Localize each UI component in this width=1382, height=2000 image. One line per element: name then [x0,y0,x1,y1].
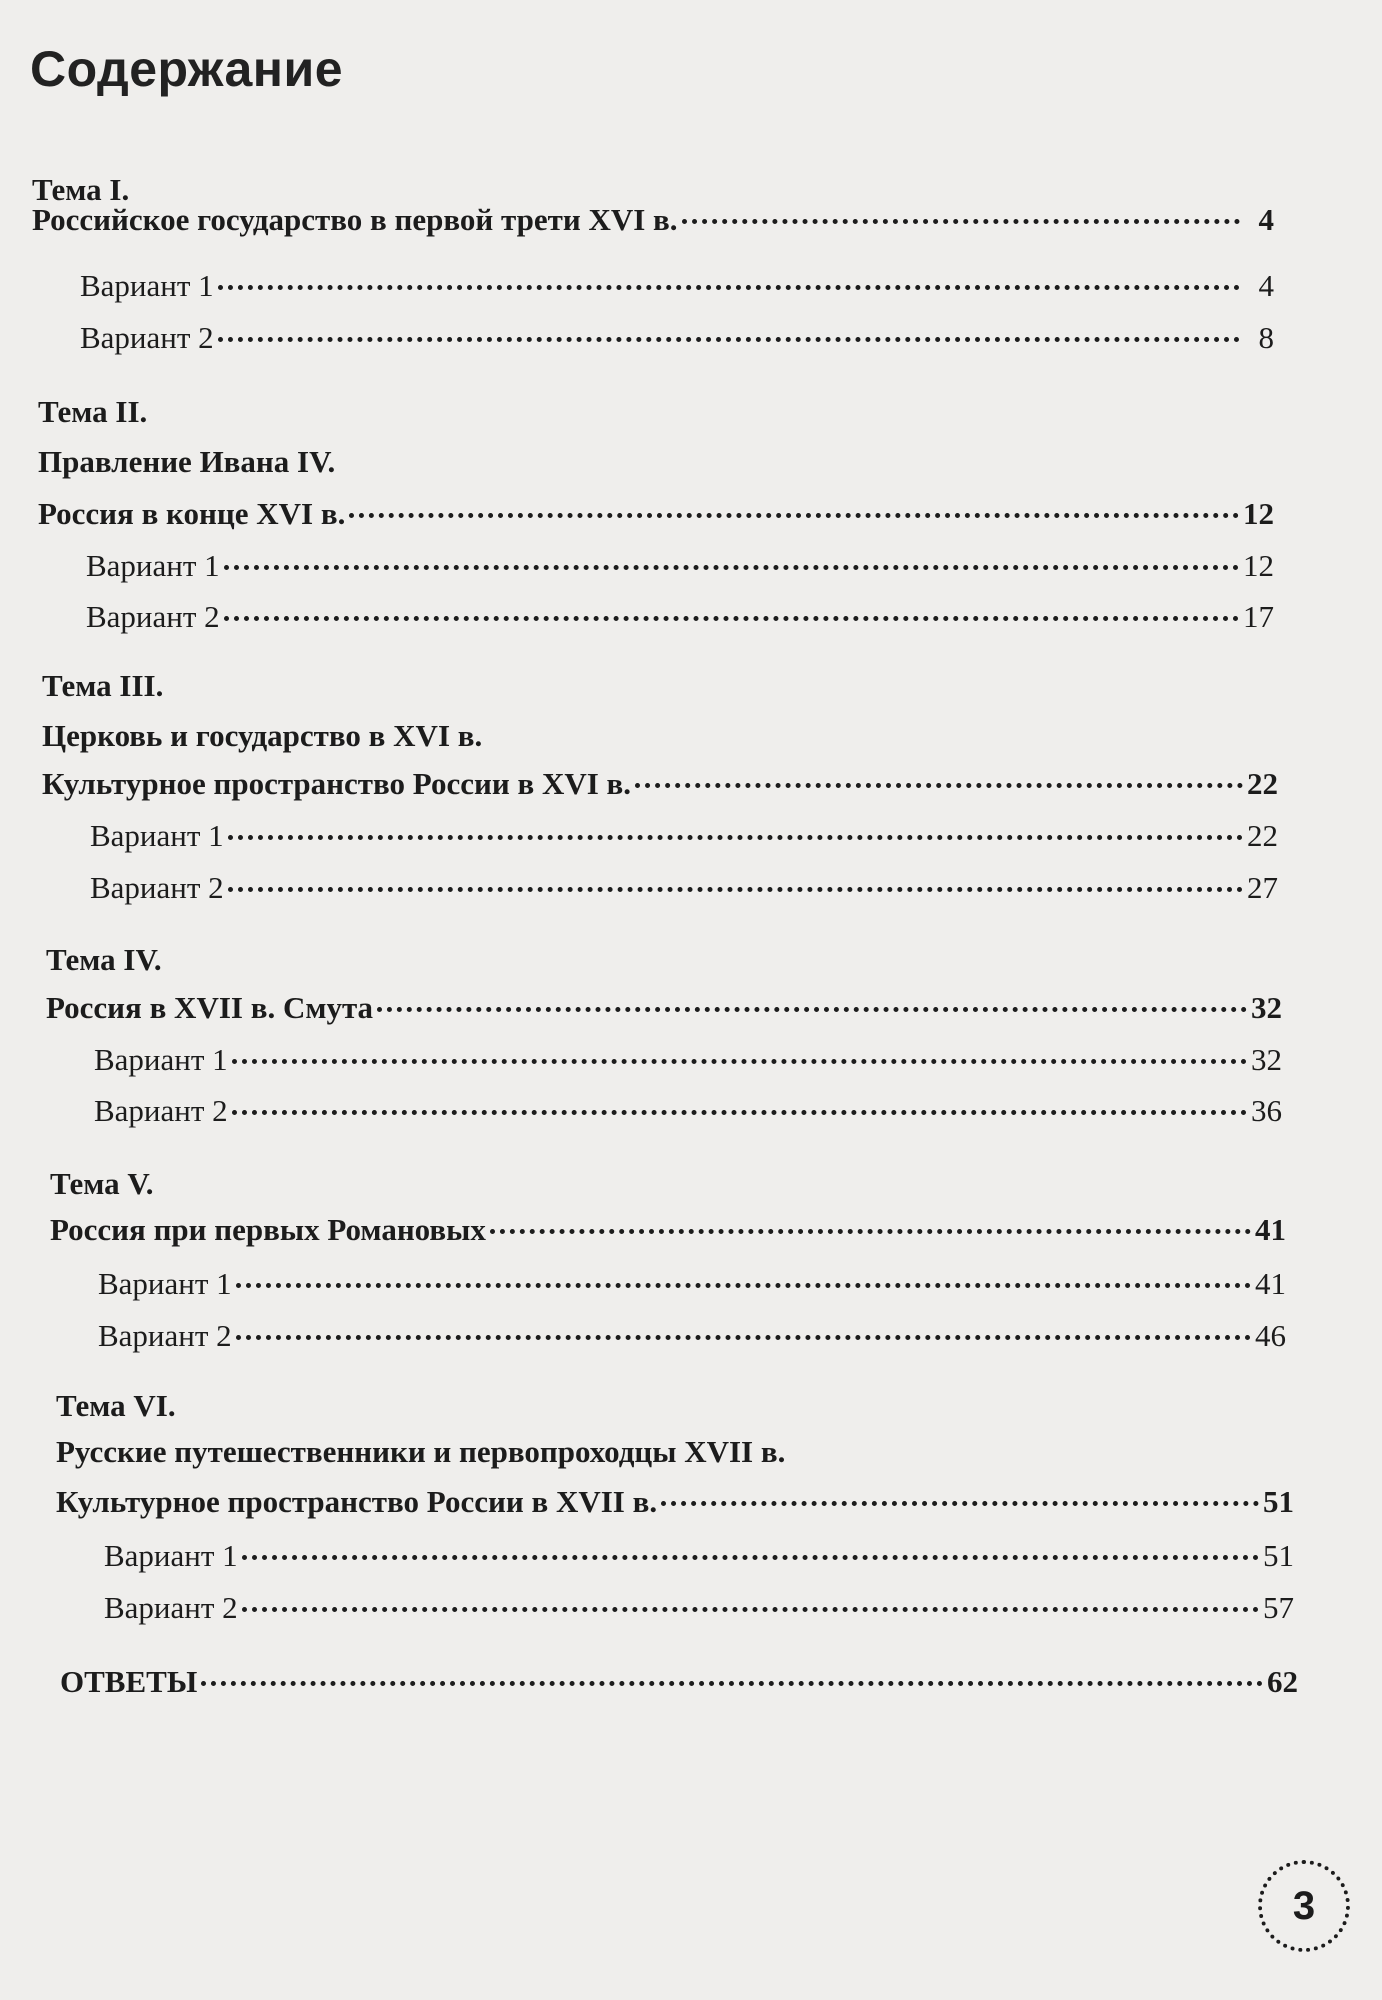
toc-entry[interactable] [42,764,1278,804]
dot-leader [242,1555,1259,1560]
toc-entry-page: 4 [1258,202,1274,237]
toc-variant-entry[interactable] [56,1588,1294,1628]
variant-label: Вариант 1 [86,548,220,583]
toc-variant-entry[interactable] [46,1040,1282,1080]
dot-leader [661,1501,1259,1506]
topic-5-heading: Тема V. [50,1166,154,1201]
dot-leader [377,1007,1247,1012]
topic-6-heading: Тема VI. [56,1388,176,1423]
variant-label: Вариант 2 [86,599,220,634]
toc-entry-page: 41 [1255,1212,1286,1247]
toc-variant-entry[interactable] [50,1316,1286,1356]
dot-leader [218,337,1240,342]
toc-variant-entry[interactable] [46,1091,1282,1131]
variant-page: 27 [1247,870,1278,905]
toc-entry-label: Россия в конце XVI в. [38,496,346,531]
variant-label: Вариант 2 [104,1590,238,1625]
toc-entry-label: ОТВЕТЫ [60,1664,198,1699]
dot-leader [224,616,1239,621]
variant-label: Вариант 2 [80,320,214,355]
dot-leader [236,1283,1251,1288]
topic-2-subtitle: Правление Ивана IV. [38,444,336,479]
variant-page: 41 [1255,1266,1286,1301]
toc-entry-label: Культурное пространство России в XVI в. [42,766,632,801]
toc-entry-page: 51 [1263,1484,1294,1519]
toc-entry-label: Россия в XVII в. Смута [46,990,374,1025]
variant-page: 57 [1263,1590,1294,1625]
dot-leader [242,1607,1259,1612]
page-title: Содержание [30,41,344,97]
toc-entry-label: Россия при первых Романовых [50,1212,486,1247]
variant-page: 12 [1243,548,1274,583]
variant-label: Вариант 2 [98,1318,232,1353]
toc-variant-entry[interactable] [42,816,1278,856]
toc-variant-entry[interactable] [38,546,1274,586]
toc-entry-page: 12 [1243,496,1274,531]
variant-page: 32 [1251,1042,1282,1077]
variant-label: Вариант 1 [104,1538,238,1573]
topic-2-heading: Тема II. [38,394,148,429]
toc-entry-page: 22 [1247,766,1278,801]
variant-label: Вариант 2 [90,870,224,905]
variant-page: 36 [1251,1093,1282,1128]
dot-leader [490,1229,1251,1234]
dot-leader [236,1335,1251,1340]
variant-page: 4 [1258,268,1274,303]
toc-variant-entry[interactable] [32,266,1274,306]
dot-leader [224,565,1239,570]
variant-page: 51 [1263,1538,1294,1573]
dot-leader [201,1681,1263,1686]
dot-leader [228,835,1243,840]
toc-entry-page: 62 [1267,1664,1298,1699]
dot-leader [635,783,1243,788]
toc-variant-entry[interactable] [32,318,1274,358]
toc-entry-label: Культурное пространство России в XVII в. [56,1484,658,1519]
toc-entry[interactable] [32,200,1274,240]
toc-variant-entry[interactable] [42,868,1278,908]
variant-page: 17 [1243,599,1274,634]
dot-leader [349,513,1239,518]
toc-variant-entry[interactable] [50,1264,1286,1304]
toc-entry-page: 32 [1251,990,1282,1025]
topic-6-subtitle: Русские путешественники и первопроходцы XVII в. [56,1434,786,1469]
dot-leader [228,887,1243,892]
variant-page: 46 [1255,1318,1286,1353]
dot-leader [218,285,1240,290]
toc-entry[interactable] [46,988,1282,1028]
topic-1-heading: Тема I. [32,172,130,207]
variant-label: Вариант 1 [94,1042,228,1077]
topic-4-heading: Тема IV. [46,942,162,977]
toc-variant-entry[interactable] [38,597,1274,637]
dot-leader [232,1110,1247,1115]
variant-label: Вариант 2 [94,1093,228,1128]
toc-entry-answers[interactable] [60,1662,1298,1702]
variant-page: 22 [1247,818,1278,853]
topic-3-heading: Тема III. [42,668,164,703]
page-number: 3 [1292,1883,1316,1928]
variant-label: Вариант 1 [80,268,214,303]
toc-variant-entry[interactable] [56,1536,1294,1576]
dot-leader [232,1059,1247,1064]
variant-label: Вариант 1 [98,1266,232,1301]
variant-label: Вариант 1 [90,818,224,853]
toc-entry[interactable] [56,1482,1294,1522]
variant-page: 8 [1258,320,1274,355]
toc-entry[interactable] [50,1210,1286,1250]
dot-leader [682,219,1240,224]
topic-3-subtitle: Церковь и государство в XVI в. [42,718,483,753]
toc-entry[interactable] [38,494,1274,534]
page-number-badge [1258,1860,1350,1952]
toc-entry-label: Российское государство в первой трети XVI в. [32,202,678,237]
